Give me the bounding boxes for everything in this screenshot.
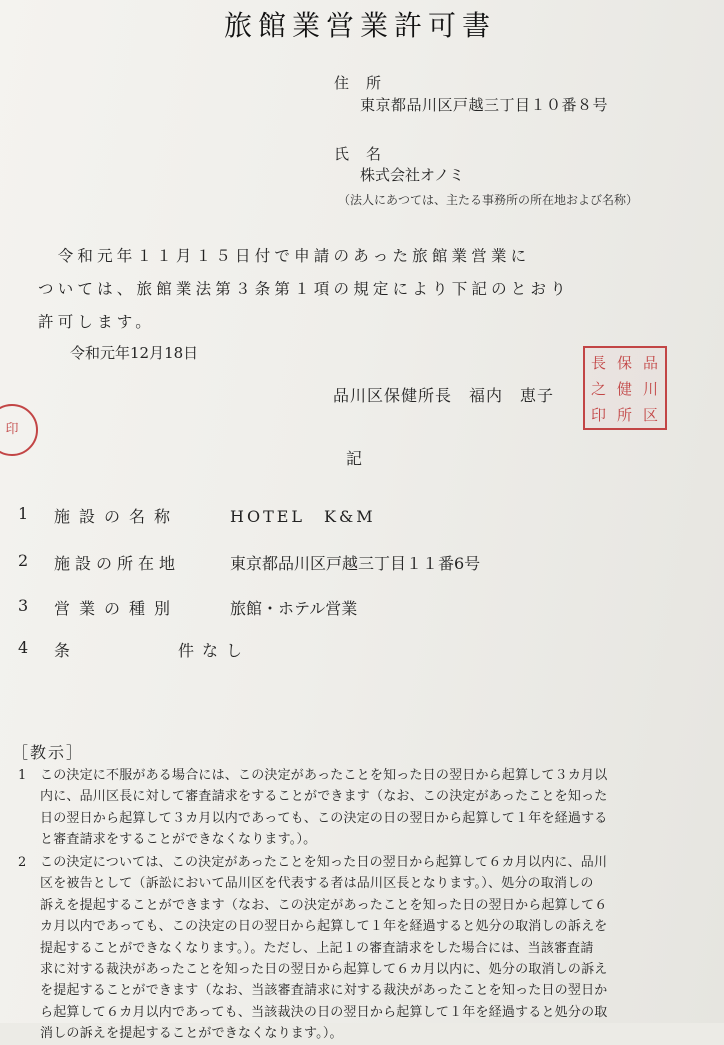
item-label: 施設の所在地	[54, 554, 181, 573]
paragraph-line: 消しの訴えを提起することができなくなります。）。	[40, 1026, 343, 1042]
permission-statement	[38, 240, 678, 339]
paragraph-line: 訴えを提起することができます（なお、この決定があったことを知った日の翌日から起算して６	[40, 897, 608, 913]
item-number: 4	[18, 638, 29, 657]
item-number: 1	[18, 504, 29, 523]
paragraph-line: カ月以内であっても、この決定の日の翌日から起算して１年を経過すると処分の取消しの訴えを	[40, 919, 608, 935]
paragraph-number: 2	[18, 855, 27, 870]
item-value: 東京都品川区戸越三丁目１１番6号	[230, 554, 481, 573]
address-value: 東京都品川区戸越三丁目１０番８号	[360, 96, 609, 114]
item-value: 件なし	[178, 641, 251, 660]
instruction-heading: ［教示］	[12, 743, 85, 762]
name-label: 氏 名	[334, 145, 383, 163]
address-label: 住 所	[334, 74, 383, 92]
paragraph-line: 内に、品川区長に対して審査請求をすることができます（なお、この決定があったことを知った	[40, 789, 608, 805]
paragraph-line: この決定については、この決定があったことを知った日の翌日から起算して６カ月以内に、品川	[40, 855, 608, 870]
paragraph-line: 日の翌日から起算して３カ月以内であっても、この決定の日の翌日から起算して１年を経過する	[40, 810, 608, 826]
item-number: 2	[18, 551, 29, 570]
statement-line: ついては、旅館業法第３条第１項の規定により下記のとおり	[38, 280, 570, 298]
company-name: 株式会社オノミ	[360, 166, 465, 184]
paragraph-line: 区を被告として（訴訟において品川区を代表する者は品川区長となります。）、処分の取消しの	[40, 876, 594, 892]
item-label: 施設の名称	[54, 507, 180, 526]
item-number: 3	[18, 596, 29, 615]
issue-date: 令和元年12月18日	[70, 344, 199, 362]
paragraph-line: 求に対する裁決があったことを知った日の翌日から起算して６カ月以内に、処分の取消しの訴え	[40, 962, 608, 978]
corporate-note: （法人にあつては、主たる事務所の所在地および名称）	[338, 193, 639, 207]
paragraph-number: 1	[18, 768, 27, 783]
issuer-name: 品川区保健所長 福内 恵子	[333, 386, 555, 405]
statement-line: 許可します。	[38, 313, 155, 331]
item-label: 営業の種別	[54, 599, 180, 618]
paragraph-line: ら起算して６カ月以内であっても、当該裁決の日の翌日から起算して１年を経過すると処分の取	[40, 1004, 608, 1020]
official-stamp: 品 川 区 保 健 所 長 之 印	[583, 346, 667, 430]
statement-line: 令和元年１１月１５日付で申請のあった旅館業営業に	[38, 247, 531, 265]
paragraph-line: を提起することができます（なお、当該審査請求に対する裁決があったことを知った日の翌日か	[40, 983, 608, 999]
item-label: 条	[54, 641, 80, 660]
paragraph-line: と審査請求をすることができなくなります。）。	[40, 832, 317, 848]
item-value: 旅館・ホテル営業	[230, 599, 358, 618]
paragraph-line: 提起することができなくなります。）。ただし、上記１の審査請求をした場合には、当該審査請	[40, 940, 594, 956]
ki-heading: 記	[346, 449, 363, 468]
margin-seal: 印	[0, 404, 38, 456]
item-value: HOTEL K&M	[230, 507, 376, 526]
document-title: 旅館業営業許可書	[223, 9, 496, 42]
paragraph-line: この決定に不服がある場合には、この決定があったことを知った日の翌日から起算して３カ月以	[40, 768, 608, 783]
